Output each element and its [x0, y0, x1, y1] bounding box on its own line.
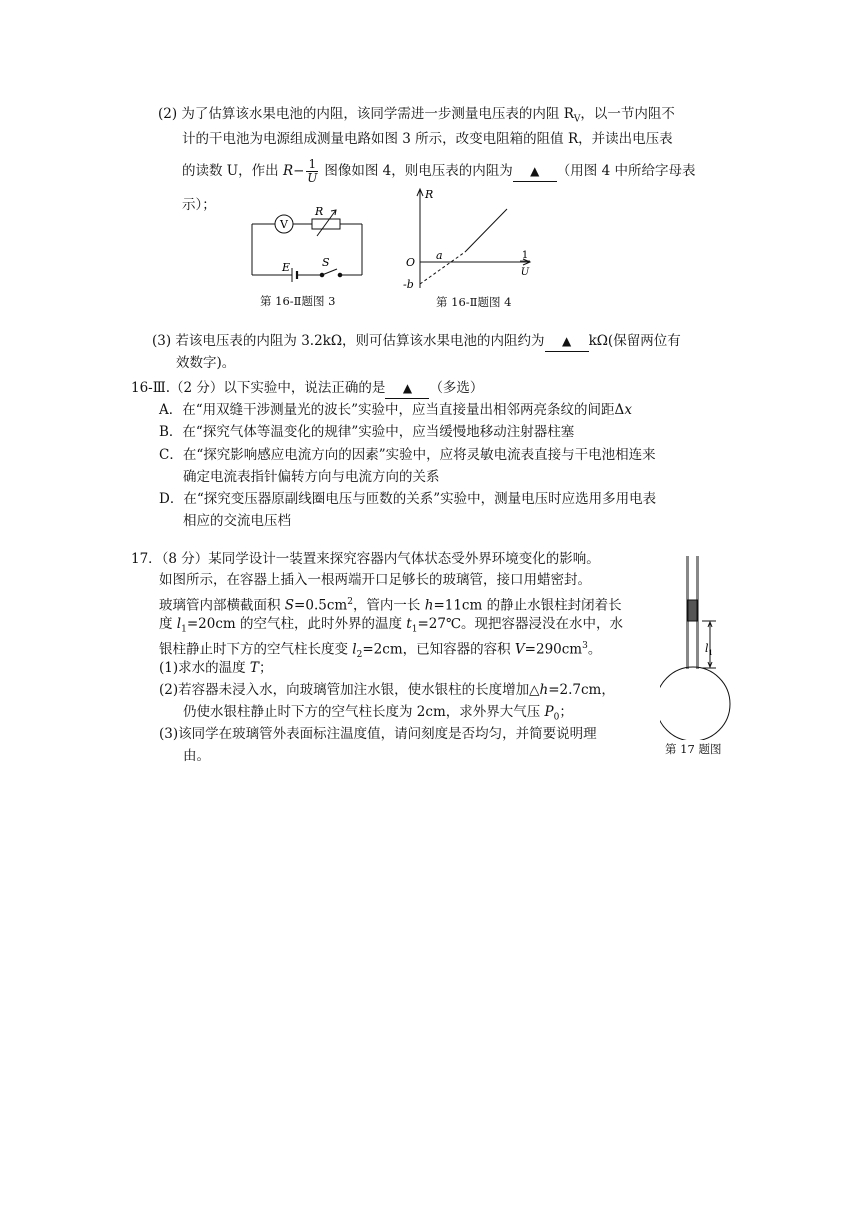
air-column-label: $l_1$: [705, 642, 713, 657]
battery-label: E: [282, 261, 291, 274]
q16-2-line-3: 的读数 U，作出 R− $\frac{1}{U}$ 图像如图 4，则电压表的内阻为 ▲ （用图 4 中所给字母表: [182, 157, 696, 185]
mercury-column: [688, 600, 697, 621]
figure-17-caption: 第 17 题图: [665, 742, 722, 756]
option-D-line-2: 相应的交流电压档: [183, 513, 291, 529]
intercept-a-label: a: [436, 249, 443, 262]
q16-3-line-1: (3) 若该电压表的内阻为 3.2kΩ，则可估算该水果电池的内阻约为 ▲ kΩ(保留两位有: [152, 331, 681, 352]
q17-sub-3-line-1: (3)该同学在玻璃管外表面标注温度值，请问刻度是否均匀，并简要说明理: [159, 726, 597, 742]
resistor-label: R: [315, 205, 324, 218]
x-axis-label-num: 1: [521, 250, 529, 261]
q17-line-2: 如图所示，在容器上插入一根两端开口足够长的玻璃管，接口用蜡密封。: [159, 572, 591, 588]
q17-line-4: 度 $l_1=20cm$ 的空气柱，此时外界的温度 $t_1=27℃$。现把容器浸没在水中，水: [159, 616, 624, 635]
flask-container: [660, 667, 730, 740]
q17-sub-3-line-2: 由。: [183, 748, 210, 764]
origin-label: O: [406, 256, 416, 269]
q17-sub-1: (1)求水的温度 T；: [159, 660, 273, 676]
answer-blank-multichoice[interactable]: ▲: [385, 378, 429, 399]
formula-R-minus-1-over-U: R− $\frac{1}{U}$: [282, 157, 318, 185]
option-D-line-1: D．在“探究变压器原副线圈电压与匝数的关系”实验中，测量电压时应选用多用电表: [159, 491, 657, 507]
y-axis-label: R: [425, 188, 434, 201]
q17-line-5: 银柱静止时下方的空气柱长度变 $l_2=2cm$，已知容器的容积 $V=290cm^3$。: [159, 641, 602, 661]
intercept-b-label: -b: [403, 278, 414, 291]
q16-2-line-4: 示）；: [182, 197, 216, 213]
answer-blank-internal-resistance[interactable]: ▲: [545, 331, 589, 352]
q17-line-1: 17．（8 分）某同学设计一装置来探究容器内气体状态受外界环境变化的影响。: [131, 551, 600, 567]
voltmeter-label: V: [280, 218, 288, 231]
x-axis-label-den: U: [520, 267, 530, 278]
option-B: B．在“探究气体等温变化的规律”实验中，应当缓慢地移动注射器柱塞: [159, 424, 575, 440]
switch-label: S: [322, 256, 330, 269]
option-C-line-1: C．在“探究影响感应电流方向的因素”实验中，应将灵敏电流表直接与干电池相连来: [159, 447, 656, 463]
q16-3-line-2: 效数字)。: [176, 355, 236, 371]
flask-tube-figure: [660, 550, 740, 740]
figure-4-caption: 第 16-Ⅱ题图 4: [436, 295, 512, 309]
q17-sub-2-line-1: (2)若容器未浸入水，向玻璃管加注水银，使水银柱的长度增加△h=2.7cm，: [159, 682, 615, 698]
q17-sub-2-line-2: 仍使水银柱静止时下方的空气柱长度为 2cm，求外界大气压 $P_0$；: [183, 704, 573, 723]
q16-2-line-1: (2) 为了估算该水果电池的内阻，该同学需进一步测量电压表的内阻 $R_V$，以一节内阻不: [158, 106, 675, 125]
figure-3-caption: 第 16-Ⅱ题图 3: [260, 294, 336, 308]
answer-blank-rv[interactable]: ▲: [513, 161, 557, 182]
option-C-line-2: 确定电流表指针偏转方向与电流方向的关系: [183, 469, 440, 485]
circuit-figure-3: [245, 198, 375, 290]
q16-III-stem: 16-Ⅲ.（2 分）以下实验中，说法正确的是 ▲ （多选）: [131, 378, 483, 399]
q16-2-line-2: 计的干电池为电源组成测量电路如图 3 所示，改变电阻箱的阻值 R，并读出电压表: [182, 131, 673, 147]
switch-lever: [322, 269, 337, 275]
option-A: A．在“用双缝干涉测量光的波长”实验中，应当直接量出相邻两亮条纹的间距Δx: [159, 402, 632, 418]
graph-figure-4: [398, 184, 538, 296]
graph-line: [465, 209, 507, 252]
q17-line-3: 玻璃管内部横截面积 $S=0.5cm^2$，管内一长 h=11cm 的静止水银柱封闭着长: [159, 597, 622, 614]
